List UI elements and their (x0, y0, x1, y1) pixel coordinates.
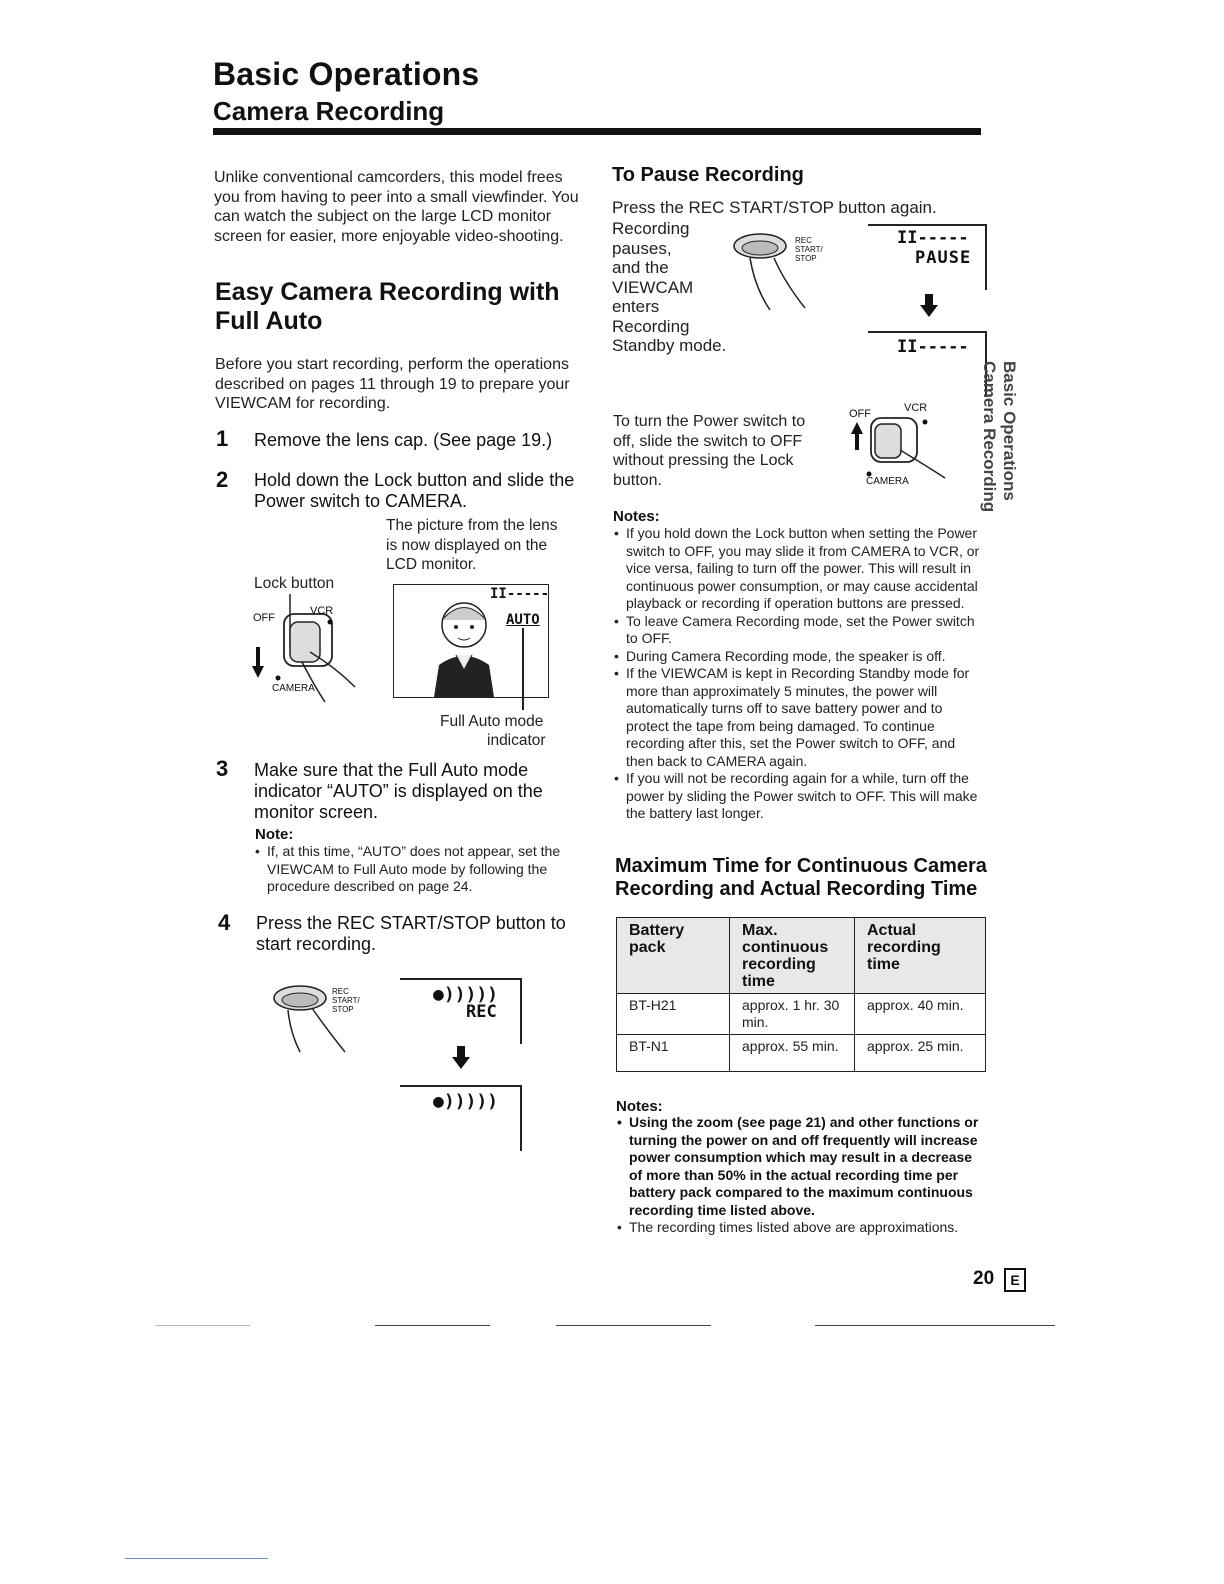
notes-right-item: • During Camera Recording mode, the speaker is off. (614, 648, 986, 666)
pause-button-label-1: REC (795, 236, 812, 245)
power-off-vcr-label: VCR (904, 402, 928, 414)
power-off-line: without pressing the Lock (613, 452, 794, 469)
pause-title: To Pause Recording (612, 164, 804, 186)
power-off-line: off, slide the switch to OFF (613, 432, 803, 450)
rec-button-label-1: REC (332, 987, 349, 996)
page-number: 20 (973, 1268, 995, 1289)
lock-camera-label: CAMERA (272, 683, 315, 694)
footer-divider (375, 1325, 490, 1326)
arrow-down-icon (920, 294, 938, 318)
table-row (617, 1035, 986, 1072)
table-cell: approx. 1 hr. 30 min. (730, 994, 855, 1035)
step-2-number: 2 (216, 467, 229, 492)
footer-divider (556, 1325, 711, 1326)
table-row (617, 994, 986, 1035)
notes-right-head: Notes: (613, 508, 660, 525)
easy-section-title: Easy Camera Recording with Full Auto (215, 278, 560, 335)
auto-mode-indicator: AUTO (506, 612, 540, 628)
pause-standby-indicator-2: II----- (897, 337, 969, 357)
table-header-battery: Battery pack (617, 918, 730, 994)
footer-divider (815, 1325, 1055, 1326)
pause-desc-line: and the (612, 258, 669, 277)
pause-button-labels (795, 236, 823, 263)
rec-button-label-2: START/ (332, 996, 360, 1005)
pause-label: PAUSE (915, 248, 972, 268)
pause-line1: Press the REC START/STOP button again. (612, 198, 937, 217)
pause-button-label-3: STOP (795, 254, 817, 263)
table-cell: BT-H21 (617, 994, 730, 1035)
table-cell: approx. 40 min. (855, 994, 986, 1035)
notes-bottom-head: Notes: (616, 1098, 663, 1115)
notes-right-item: • To leave Camera Recording mode, set the Power switch to OFF. (614, 613, 986, 648)
intro-paragraph: Unlike conventional camcorders, this model frees you from having to peer into a small viewfinder. You can watch the subject on the large LCD monitor screen for easier, more enjoyable video-shooting. (214, 169, 579, 245)
arrow-down-icon (452, 1046, 470, 1070)
pause-screen2-top-edge (868, 331, 986, 333)
side-section-tab (975, 345, 1045, 525)
rec-screen-top-edge (400, 978, 522, 980)
pause-standby-indicator: II----- (897, 228, 969, 248)
step-3-note-head: Note: (255, 826, 294, 843)
step-1-number: 1 (216, 426, 229, 451)
easy-section-lead: Before you start recording, perform the operations described on pages 11 through 19 to prepare your VIEWCAM for recording. (215, 356, 570, 412)
page-title: Basic Operations (213, 56, 480, 92)
step-3-note-item: • If, at this time, “AUTO” does not appear, set the VIEWCAM to Full Auto mode by following the procedure described on page 24. (255, 843, 585, 896)
lock-button-label: Lock button (254, 575, 335, 592)
max-time-title: Maximum Time for Continuous Camera Recording and Actual Recording Time (615, 855, 987, 900)
rec-label: REC (466, 1002, 497, 1022)
page-subtitle: Camera Recording (213, 96, 445, 126)
pause-desc-line: VIEWCAM (612, 277, 694, 297)
auto-indicator-pointer (522, 628, 524, 710)
notes-right-item: • If you will not be recording again for a while, turn off the power by sliding the Power switch to OFF. This will make the battery last longer. (614, 770, 986, 823)
notes-right-item: • If the VIEWCAM is kept in Recording Standby mode for more than approximately 5 minutes, the power will automatically turns off to save battery power and to protect the tape from being damaged. To continue recording after this, set the Power switch to OFF, and then back to CAMERA again. (614, 665, 986, 770)
step-4-text: Press the REC START/STOP button to start recording. (256, 913, 566, 954)
pause-screen-top-edge (868, 224, 986, 226)
power-off-camera-label: CAMERA (866, 476, 909, 487)
pause-desc-line: Recording (612, 316, 690, 336)
rec-screen2-right-edge (520, 1085, 522, 1151)
pause-desc-line: Recording (612, 219, 690, 238)
notes-right-list (614, 525, 986, 823)
auto-caption-line2: indicator (487, 732, 546, 749)
notes-bottom-item: • The recording times listed above are approximations. (617, 1219, 989, 1237)
footer-divider (125, 1558, 268, 1559)
power-off-description (613, 412, 805, 490)
step-3-text: Make sure that the Full Auto mode indicator “AUTO” is displayed on the monitor screen. (254, 760, 543, 822)
side-tab-line1: Basic Operations (1000, 361, 1019, 501)
lock-vcr-label: VCR (310, 605, 334, 617)
notes-bottom-item-bold: • Using the zoom (see page 21) and other functions or turning the power on and off frequently will increase power consumption which may result in a decrease of more than 50% in the actual recording time per battery pack compared to the maximum continuous recording time listed above. (617, 1114, 989, 1219)
notes-right-item: • If you hold down the Lock button when setting the Power switch to OFF, you may slide it from CAMERA to VCR, or vice versa, failing to turn off the power. This will result in continuous power consumption, or may cause accidental playback or recording if operation buttons are pressed. (614, 525, 986, 613)
pause-screen-right-edge (985, 224, 987, 290)
recording-time-table (616, 917, 986, 1072)
table-cell: approx. 25 min. (855, 1035, 986, 1072)
notes-bottom-list (617, 1114, 989, 1237)
rec-screen-right-edge (520, 978, 522, 1044)
power-off-off-label: OFF (849, 408, 871, 420)
rec-button-labels (332, 987, 360, 1014)
table-header-actual: Actual recording time (855, 918, 986, 994)
table-cell: BT-N1 (617, 1035, 730, 1072)
step-3-note-list (255, 843, 585, 896)
step-2-caption: The picture from the lens is now displayed on the LCD monitor. (386, 517, 558, 573)
rec-indicator-2: ●))))) (433, 1091, 499, 1112)
auto-caption-line1: Full Auto mode (440, 713, 544, 730)
header-rule (213, 128, 981, 135)
rec-button-label-3: STOP (332, 1005, 354, 1014)
pause-desc-line: Standby mode. (612, 336, 727, 355)
pause-button-label-2: START/ (795, 245, 823, 254)
lock-off-label: OFF (253, 612, 275, 624)
step-1-text: Remove the lens cap. (See page 19.) (254, 430, 553, 450)
table-cell: approx. 55 min. (730, 1035, 855, 1072)
table-header-max: Max. continuous recording time (730, 918, 855, 994)
power-off-line: To turn the Power switch to (613, 413, 806, 430)
step-3-number: 3 (216, 756, 229, 781)
footer-divider (155, 1325, 250, 1326)
pause-desc-line: enters (612, 297, 660, 316)
side-tab-line2: Camera Recording (980, 361, 999, 513)
power-off-line: button. (613, 471, 662, 489)
pause-description (612, 219, 726, 356)
pause-desc-line: pauses, (612, 238, 672, 258)
step-4-number: 4 (218, 910, 231, 935)
lcd-standby-indicator: II----- (490, 586, 550, 602)
language-badge: E (1004, 1268, 1026, 1292)
rec-indicator: ●))))) (433, 984, 499, 1005)
step-2-text: Hold down the Lock button and slide the Power switch to CAMERA. (254, 470, 575, 511)
table-header-row (617, 918, 986, 994)
rec-screen2-top-edge (400, 1085, 522, 1087)
